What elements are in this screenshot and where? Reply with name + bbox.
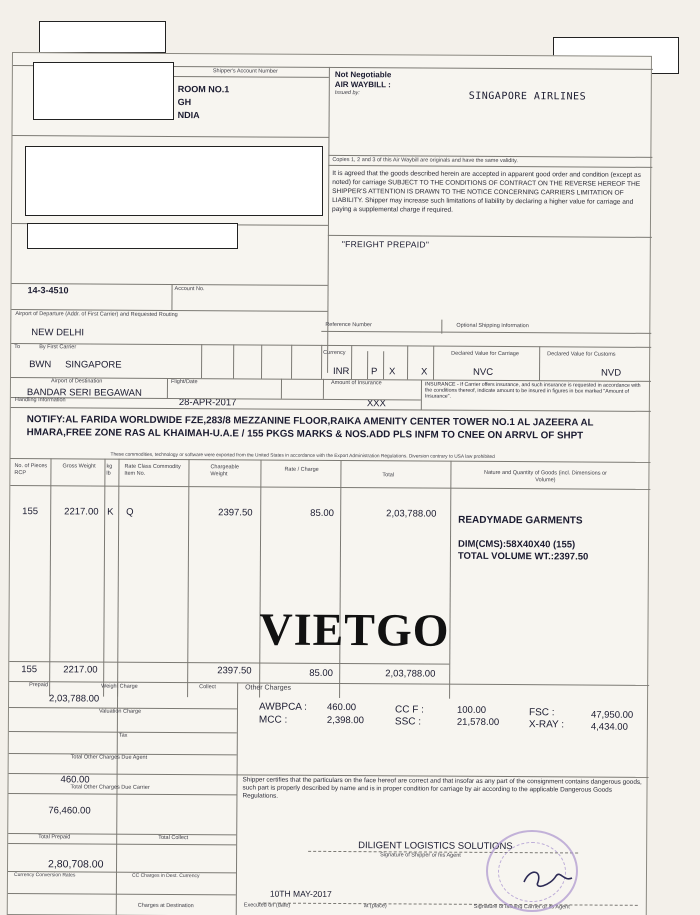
to-label: To <box>14 344 21 351</box>
row-rate-class: Q <box>126 506 134 518</box>
shipper-certification: Shipper certifies that the particulars on the face hereof are correct and that insofar as any part of the consignment contains dangerous goods, such part is properly described by name and is in proper condition for carriage by air according to the applicable Dangerous Goods Regulations. <box>242 776 642 800</box>
row-volume: TOTAL VOLUME WT.:2397.50 <box>457 550 589 563</box>
charge-ccf-value: 100.00 <box>456 704 487 716</box>
other-charges-flag: X <box>389 366 396 378</box>
executed-date: 10TH MAY-2017 <box>269 888 332 899</box>
row-total: 2,03,788.00 <box>386 508 437 520</box>
departure-label: Airport of Departure (Addr. of First Carrier) and Requested Routing <box>15 311 178 319</box>
valuation-charge-label: Valuation Charge <box>98 708 142 715</box>
destination-airport: BANDAR SERI BEGAWAN <box>26 387 142 399</box>
declared-carriage-label: Declared Value for Carriage <box>451 350 519 358</box>
total-rate: 85.00 <box>309 667 334 679</box>
signature-carrier-label: Signature of Issuing Carrier or its Agent <box>473 903 570 911</box>
export-note: These commodities, technology or software were exported from the United States in accordance with the Export Administration Regulations. Diversion contrary to USA law prohibited <box>110 452 495 460</box>
row-description: READYMADE GARMENTS <box>458 514 583 527</box>
departure-airport: NEW DELHI <box>31 327 85 339</box>
row-dimensions: DIM(CMS):58X40X40 (155) <box>457 538 576 551</box>
total-pieces: 155 <box>21 664 38 676</box>
chargeable-weight-header: Chargeable Weight <box>210 464 239 478</box>
executed-on-label: Executed on (date) <box>243 902 291 909</box>
due-carrier-label: Total Other Charges Due Carrier <box>70 784 150 791</box>
collect-label: Collect <box>199 684 216 691</box>
due-agent-label: Total Other Charges Due Agent <box>70 754 148 761</box>
weight-charge-value: 2,03,788.00 <box>49 693 100 705</box>
carrier-signature <box>520 860 580 894</box>
due-agent-value: 460.00 <box>60 774 90 786</box>
flight-date-label: Flight/Date <box>170 378 198 386</box>
cc-charges-label: CC Charges in Dest. Currency <box>131 872 200 880</box>
charge-ccf-name: CC F : <box>394 704 424 716</box>
row-chargeable-weight: 2397.50 <box>218 507 253 519</box>
insurance-note: INSURANCE - If Carrier offers insurance, and such insurance is requested in accordance with the conditions thereof, indicate amount to be insured in figures in box marked "Amount of Insurance". <box>424 381 641 400</box>
charge-fsc-value: 47,950.00 <box>590 709 634 721</box>
charge-mcc-name: MCC : <box>258 714 288 726</box>
signature-shipper-label: Signature of Shipper or his Agent <box>380 852 461 859</box>
charge-xray-value: 4,434.00 <box>590 721 628 733</box>
currency-value: INR <box>333 365 350 378</box>
shipper-account-label: Shipper's Account Number <box>212 68 278 75</box>
row-pieces: 155 <box>22 506 39 518</box>
notify-party: NOTIFY:AL FARIDA WORLDWIDE FZE,283/8 MEZZANINE FLOOR,RAIKA AMENITY CENTER TOWER NO.1 AL JAZEERA AL HMARA,FREE ZONE RAS AL KHAIMAH-U.A.E / 155 PKGS MARKS & NOS.ADD PLS INFM TO CNEE ON ARRVL OF SHPT <box>26 414 594 442</box>
row-kg: K <box>107 506 114 518</box>
charge-ssc-value: 21,578.00 <box>456 716 500 728</box>
total-gross-weight: 2217.00 <box>63 664 98 676</box>
first-carrier: SINGAPORE <box>65 359 122 371</box>
handling-label: Handling Information <box>14 397 66 404</box>
declared-customs: NVD <box>601 367 622 379</box>
charge-ssc-name: SSC : <box>394 716 422 728</box>
at-place-label: at (place) <box>363 903 387 910</box>
shipper-country-partial: NDIA <box>177 110 200 121</box>
shipper-addr-partial: GH <box>177 97 192 108</box>
row-gross-weight: 2217.00 <box>64 506 99 518</box>
total-collect-label: Total Collect <box>158 834 189 842</box>
charge-xray-name: X-RAY : <box>528 719 565 731</box>
charge-fsc-name: FSC : <box>528 707 555 719</box>
redacted-consignee <box>25 146 323 216</box>
charges-destination-label: Charges at Destination <box>137 902 194 910</box>
currency-rates-label: Currency Conversion Rates <box>13 872 76 879</box>
redacted-shipper-name <box>33 62 174 120</box>
not-negotiable-label: Not Negotiable <box>334 69 392 80</box>
charge-awbpca-value: 460.00 <box>326 701 357 714</box>
currency-label: Currency <box>323 349 346 357</box>
carrier-name: SINGAPORE AIRLINES <box>468 90 587 103</box>
total-prepaid-value: 2,80,708.00 <box>48 858 104 871</box>
total-prepaid-label: Total Prepaid <box>38 834 71 841</box>
issued-by-label: Issued by: <box>334 89 360 97</box>
total-chargeable-weight: 2397.50 <box>217 665 252 677</box>
optional-shipping-label: Optional Shipping Information <box>456 322 529 330</box>
shipper-name-partial: ROOM NO.1 <box>177 84 230 95</box>
declared-carriage: NVC <box>473 366 494 378</box>
redacted-agent-name <box>27 223 238 249</box>
declared-customs-label: Declared Value for Customs <box>547 351 616 358</box>
charge-mcc-value: 2,398.00 <box>326 714 364 727</box>
weight-charge-label: Weight Charge <box>101 683 138 690</box>
total-amount: 2,03,788.00 <box>385 668 436 680</box>
other-charges-flag-2: X <box>421 366 428 378</box>
kg-header: kg lb <box>106 463 113 477</box>
redacted-awb-prefix <box>39 21 166 53</box>
shipper-agent-name: DILIGENT LOGISTICS SOLUTIONS <box>358 840 513 853</box>
tax-label: Tax <box>118 732 128 739</box>
reference-label: Reference Number <box>325 321 372 329</box>
insurance-label: Amount of Insurance <box>330 379 382 387</box>
total-header: Total <box>382 472 395 479</box>
row-rate: 85.00 <box>310 507 335 519</box>
prepaid-label: Prepaid <box>29 682 49 689</box>
gross-weight-header: Gross Weight <box>62 463 96 470</box>
freight-prepaid: "FREIGHT PREPAID" <box>341 239 430 250</box>
copies-note: Copies 1, 2 and 3 of this Air Waybill are originals and have the same validity. <box>332 156 518 165</box>
flight-date: 28-APR-2017 <box>178 397 237 409</box>
due-carrier-value: 76,460.00 <box>48 805 91 817</box>
to-airport-code: BWN <box>29 359 52 371</box>
account-no-label: Account No. <box>174 285 205 293</box>
other-charges-label: Other Charges <box>245 684 292 692</box>
vietgo-watermark: VIETGO <box>259 603 450 656</box>
insurance-amount: XXX <box>366 398 386 410</box>
rate-class-header: Rate Class Commodity Item No. <box>124 463 181 477</box>
agent-iata-code: 14-3-4510 <box>27 285 69 296</box>
first-carrier-label: By First Carrier <box>39 344 77 351</box>
wt-val-prepaid: P <box>371 366 378 378</box>
rate-charge-header: Rate / Charge <box>284 466 319 473</box>
destination-label: Airport of Destination <box>50 378 103 385</box>
charge-awbpca-name: AWBPCA : <box>258 701 308 713</box>
conditions-of-contract: It is agreed that the goods described herein are accepted in apparent good order and condition (except as noted) for carriage SUBJECT TO THE CONDITIONS OF CONTRACT ON THE REVERSE HEREOF THE SHIPPER'S ATTENTION IS DRAWN TO THE NOTICE CONCERNING CARRIERS LIMITATION OF LIABILITY. Shipper may increase such limitations of liability by declaring a higher value for carriage and paying a supplemental charge if required. <box>332 169 641 214</box>
nature-goods-header: Nature and Quantity of Goods (incl. Dimensions or Volume) <box>483 469 607 484</box>
pieces-header: No. of Pieces RCP <box>14 463 48 477</box>
air-waybill-label: AIR WAYBILL : <box>334 79 391 90</box>
